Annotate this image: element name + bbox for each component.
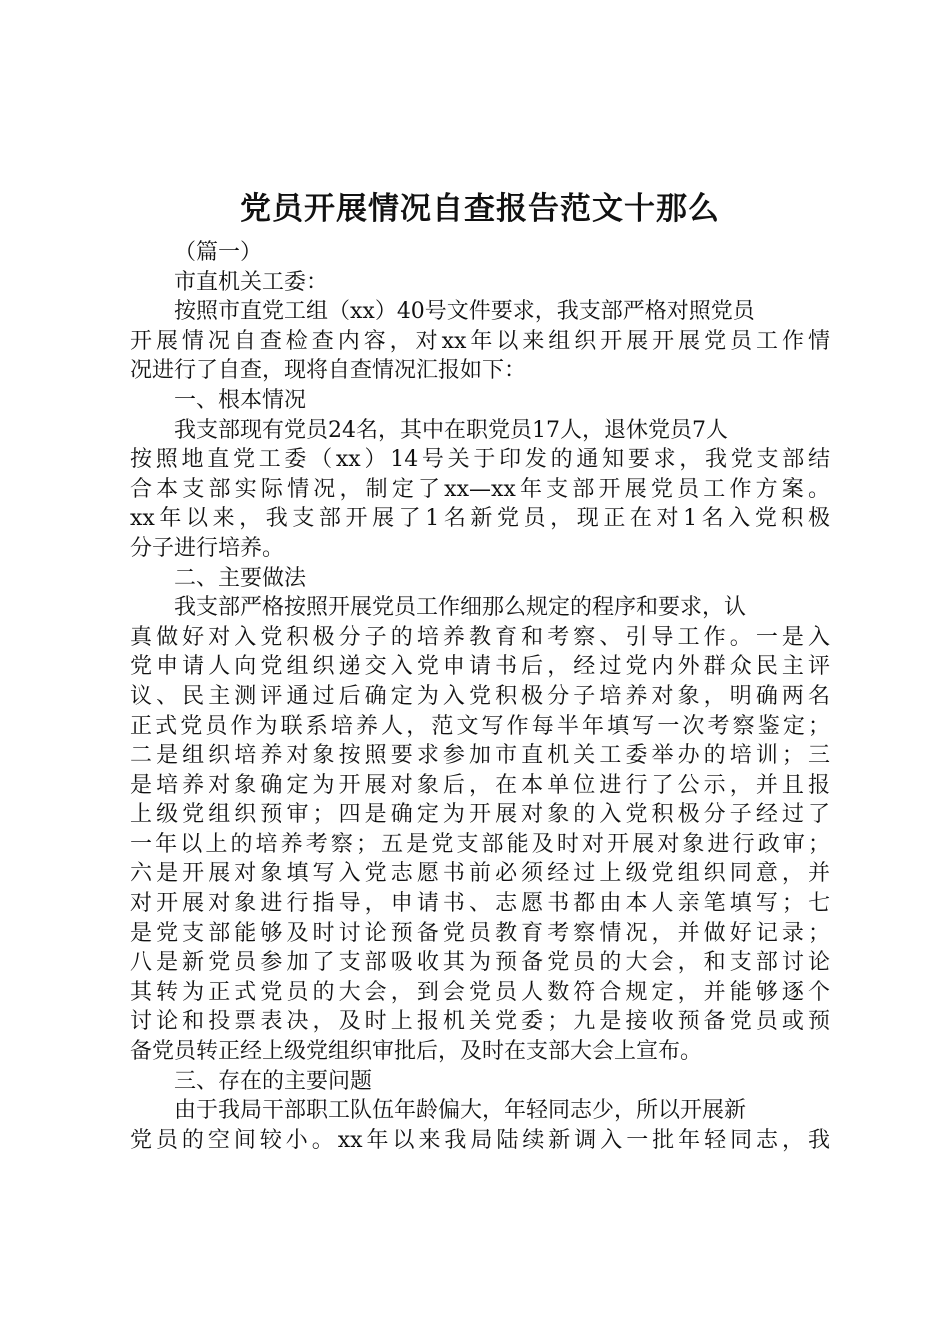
text-line: 分子进行培养。	[130, 535, 285, 561]
text-line: 是党支部能够及时讨论预备党员教育考察情况，并做好记录；	[130, 920, 830, 946]
section1-paragraph	[130, 416, 830, 564]
text-line: 合本支部实际情况，制定了xx—xx年支部开展党员工作方案。	[130, 476, 830, 502]
document-page	[130, 180, 830, 1155]
text-line: 其转为正式党员的大会，到会党员人数符合规定，并能够逐个	[130, 979, 830, 1005]
text-line: 二是组织培养对象按照要求参加市直机关工委举办的培训；三	[130, 743, 830, 769]
text-line: 况进行了自查，现将自查情况汇报如下：	[130, 358, 527, 384]
text-line: 是培养对象确定为开展对象后，在本单位进行了公示，并且报	[130, 772, 830, 798]
section-heading: 一、根本情况	[174, 387, 307, 413]
section2-paragraph	[130, 593, 830, 1067]
text-line: 正式党员作为联系培养人，范文写作每半年填写一次考察鉴定；	[130, 713, 830, 739]
text-line: 备党员转正经上级党组织审批后，及时在支部大会上宣布。	[130, 1039, 703, 1065]
document-title: 党员开展情况自查报告范文十那么	[240, 191, 720, 227]
text-line: 由于我局干部职工队伍年龄偏大，年轻同志少，所以开展新	[174, 1098, 747, 1124]
text-line: 对开展对象进行指导，申请书、志愿书都由本人亲笔填写；七	[130, 891, 830, 917]
text-line: 开展情况自查检查内容，对xx年以来组织开展开展党员工作情	[130, 328, 830, 354]
text-line: 我支部现有党员24名，其中在职党员17人，退休党员7人	[174, 417, 728, 443]
text-line: 六是开展对象填写入党志愿书前必须经过上级党组织同意，并	[130, 861, 830, 887]
text-line: 按照地直党工委（xx）14号关于印发的通知要求，我党支部结	[130, 447, 830, 473]
text-line: 议、民主测评通过后确定为入党积极分子培养对象，明确两名	[130, 683, 830, 709]
text-line: 真做好对入党积极分子的培养教育和考察、引导工作。一是入	[130, 624, 830, 650]
text-line: 上级党组织预审；四是确定为开展对象的入党积极分子经过了	[130, 802, 830, 828]
text-line: 一年以上的培养考察；五是党支部能及时对开展对象进行政审；	[130, 831, 830, 857]
section-heading: 二、主要做法	[174, 565, 307, 591]
text-line: 按照市直党工组（xx）40号文件要求，我支部严格对照党员	[174, 299, 755, 325]
text-line: 八是新党员参加了支部吸收其为预备党员的大会，和支部讨论	[130, 950, 830, 976]
section-heading: 三、存在的主要问题	[174, 1068, 373, 1094]
intro-paragraph	[130, 297, 830, 386]
recipient: 市直机关工委：	[174, 269, 329, 295]
text-line: 讨论和投票表决，及时上报机关党委；九是接收预备党员或预	[130, 1009, 830, 1035]
part-label: （篇一）	[174, 240, 263, 265]
text-line: xx年以来，我支部开展了1名新党员，现正在对1名入党积极	[130, 506, 830, 532]
section3-paragraph	[130, 1096, 830, 1155]
text-line: 党员的空间较小。xx年以来我局陆续新调入一批年轻同志，我	[130, 1127, 830, 1153]
text-line: 我支部严格按照开展党员工作细那么规定的程序和要求，认	[174, 595, 747, 621]
text-line: 党申请人向党组织递交入党申请书后，经过党内外群众民主评	[130, 654, 830, 680]
